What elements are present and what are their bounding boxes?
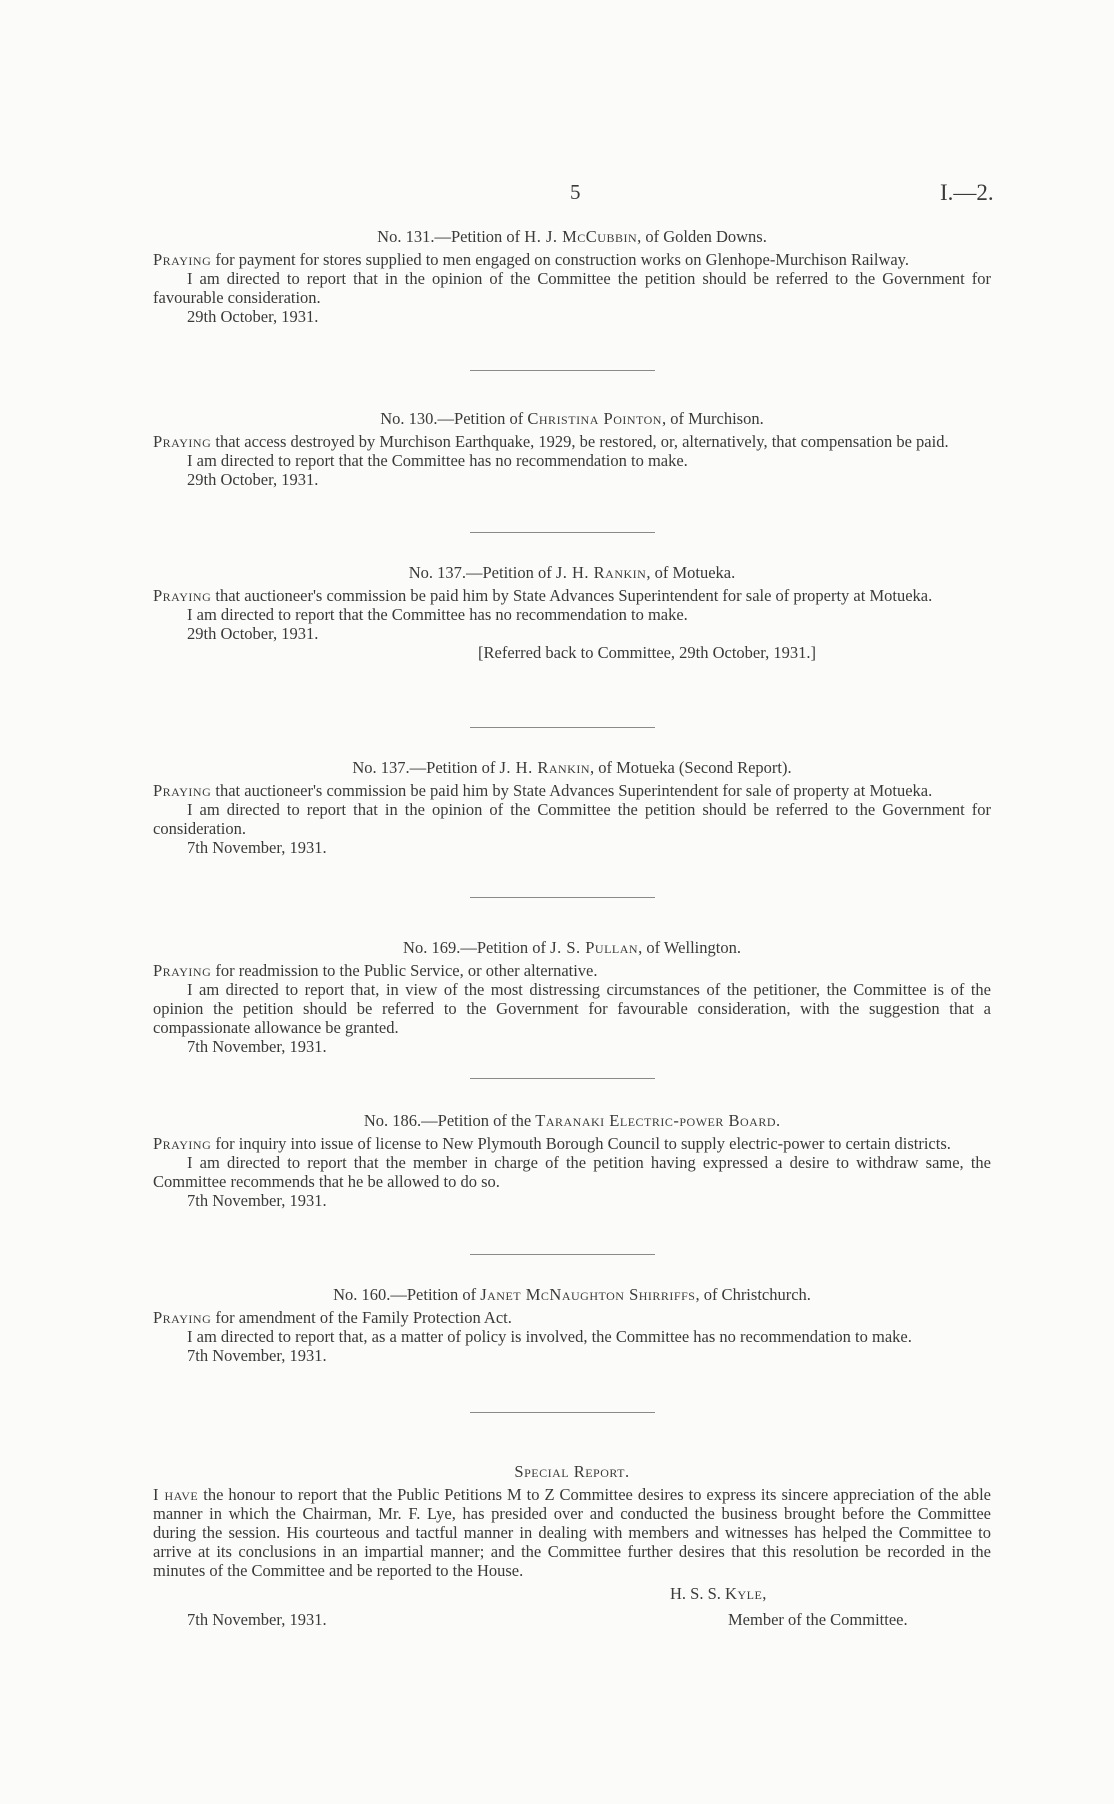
praying-label: Praying xyxy=(153,586,212,605)
praying-label: Praying xyxy=(153,781,212,800)
petition-entry xyxy=(153,938,991,1056)
petition-number: No. 169.—Petition of xyxy=(403,938,551,957)
petition-prayer: Praying for inquiry into issue of license to New Plymouth Borough Council to supply electric-power to certain districts. xyxy=(153,1134,951,1153)
petition-place: , of Motueka. xyxy=(646,563,736,582)
petition-place: , of Murchison. xyxy=(661,409,764,428)
petition-prayer: Praying that auctioneer's commission be paid him by State Advances Superintendent for sale of property at Motueka. xyxy=(153,586,933,605)
petition-heading xyxy=(153,227,991,246)
special-report-lead: I have xyxy=(153,1485,199,1504)
petition-prayer: Praying that auctioneer's commission be paid him by State Advances Superintendent for sale of property at Motueka. xyxy=(153,781,933,800)
praying-label: Praying xyxy=(153,250,212,269)
committee-report: I am directed to report that the Committee has no recommendation to make. xyxy=(187,451,688,470)
praying-label: Praying xyxy=(153,961,212,980)
petition-number: No. 137.—Petition of xyxy=(408,563,556,582)
document-reference: I.—2. xyxy=(940,180,994,205)
petition-heading xyxy=(153,1111,991,1130)
section-divider xyxy=(470,897,655,898)
petition-place: . xyxy=(776,1111,781,1130)
committee-report: I am directed to report that the Committee has no recommendation to make. xyxy=(187,605,688,624)
report-date: 7th November, 1931. xyxy=(187,1191,327,1210)
petition-number: No. 186.—Petition of the xyxy=(363,1111,536,1130)
petition-heading xyxy=(153,758,991,777)
petition-prayer: Praying for readmission to the Public Service, or other alternative. xyxy=(153,961,598,980)
petitioner-name: H. J. McCubbin xyxy=(524,227,638,246)
petition-prayer: Praying for payment for stores supplied to men engaged on construction works on Glenhope-Murchison Railway. xyxy=(153,250,909,269)
section-divider xyxy=(470,1078,655,1079)
petition-place: , of Wellington. xyxy=(638,938,741,957)
signature-block xyxy=(153,1580,991,1638)
petition-heading xyxy=(153,409,991,428)
petition-heading xyxy=(153,563,991,582)
petition-entry xyxy=(153,758,991,857)
petition-prayer: Praying for amendment of the Family Protection Act. xyxy=(153,1308,512,1327)
petitioner-name: Christina Pointon xyxy=(527,409,662,428)
petitioner-name: J. S. Pullan xyxy=(550,938,639,957)
section-divider xyxy=(470,532,655,533)
petition-entry xyxy=(153,1111,991,1210)
praying-label: Praying xyxy=(153,432,212,451)
committee-report: I am directed to report that in the opinion of the Committee the petition should be referred to the Government for consideration. xyxy=(153,800,991,838)
petition-number: No. 137.—Petition of xyxy=(352,758,500,777)
petition-entry xyxy=(153,1285,991,1365)
special-report-title: Special Report. xyxy=(514,1462,630,1481)
signatory-role: Member of the Committee. xyxy=(728,1610,908,1629)
praying-label: Praying xyxy=(153,1134,212,1153)
special-report-body: I have the honour to report that the Public Petitions M to Z Committee desires to express its sincere appreciation of the able manner in which the Chairman, Mr. F. Lye, has presided over and conducted the business brought before the Committee during the session. His courteous and tactful manner in dealing with members and witnesses has helped the Committee to arrive at its conclusions in an impartial manner; and the Committee further desires that this resolution be recorded in the minutes of the Committee and be reported to the House. xyxy=(153,1485,991,1580)
petitioner-name: J. H. Rankin xyxy=(555,563,647,582)
signatory-name: H. S. S. Kyle, xyxy=(670,1584,767,1603)
petitioner-name: Taranaki Electric-power Board xyxy=(535,1111,777,1130)
section-divider xyxy=(470,727,655,728)
petition-place: , of Christchurch. xyxy=(695,1285,811,1304)
section-divider xyxy=(470,370,655,371)
petition-heading xyxy=(153,1285,991,1304)
report-date: 7th November, 1931. xyxy=(187,1037,327,1056)
petition-number: No. 131.—Petition of xyxy=(377,227,525,246)
praying-label: Praying xyxy=(153,1308,212,1327)
referral-note: [Referred back to Committee, 29th October, 1931.] xyxy=(478,643,816,662)
report-date: 29th October, 1931. xyxy=(187,307,319,326)
petition-entry xyxy=(153,409,991,489)
petitioner-name: J. H. Rankin xyxy=(499,758,590,777)
special-report-date: 7th November, 1931. xyxy=(187,1610,327,1629)
special-report xyxy=(153,1462,991,1638)
report-date: 29th October, 1931. xyxy=(187,624,319,643)
section-divider xyxy=(470,1412,655,1413)
petition-number: No. 160.—Petition of xyxy=(333,1285,481,1304)
page-number: 5 xyxy=(570,180,581,204)
report-date: 7th November, 1931. xyxy=(187,838,327,857)
committee-report: I am directed to report that the member in charge of the petition having expressed a desire to withdraw same, the Committee recommends that he be allowed to do so. xyxy=(153,1153,991,1191)
committee-report: I am directed to report that, in view of the most distressing circumstances of the petitioner, the Committee is of the opinion the petition should be referred to the Government for favourable consideration, with the suggestion that a compassionate allowance be granted. xyxy=(153,980,991,1037)
petition-place: , of Motueka (Second Report). xyxy=(590,758,792,777)
petition-place: , of Golden Downs. xyxy=(637,227,767,246)
petition-prayer: Praying that access destroyed by Murchison Earthquake, 1929, be restored, or, alternatively, that compensation be paid. xyxy=(153,432,949,451)
committee-report: I am directed to report that, as a matter of policy is involved, the Committee has no recommendation to make. xyxy=(187,1327,912,1346)
report-date: 7th November, 1931. xyxy=(187,1346,327,1365)
petition-heading xyxy=(153,938,991,957)
section-divider xyxy=(470,1254,655,1255)
committee-report: I am directed to report that in the opinion of the Committee the petition should be referred to the Government for favourable consideration. xyxy=(153,269,991,307)
petition-entry xyxy=(153,563,991,662)
petition-number: No. 130.—Petition of xyxy=(380,409,528,428)
petitioner-name: Janet McNaughton Shirriffs xyxy=(480,1285,696,1304)
report-date: 29th October, 1931. xyxy=(187,470,319,489)
petition-entry xyxy=(153,227,991,326)
